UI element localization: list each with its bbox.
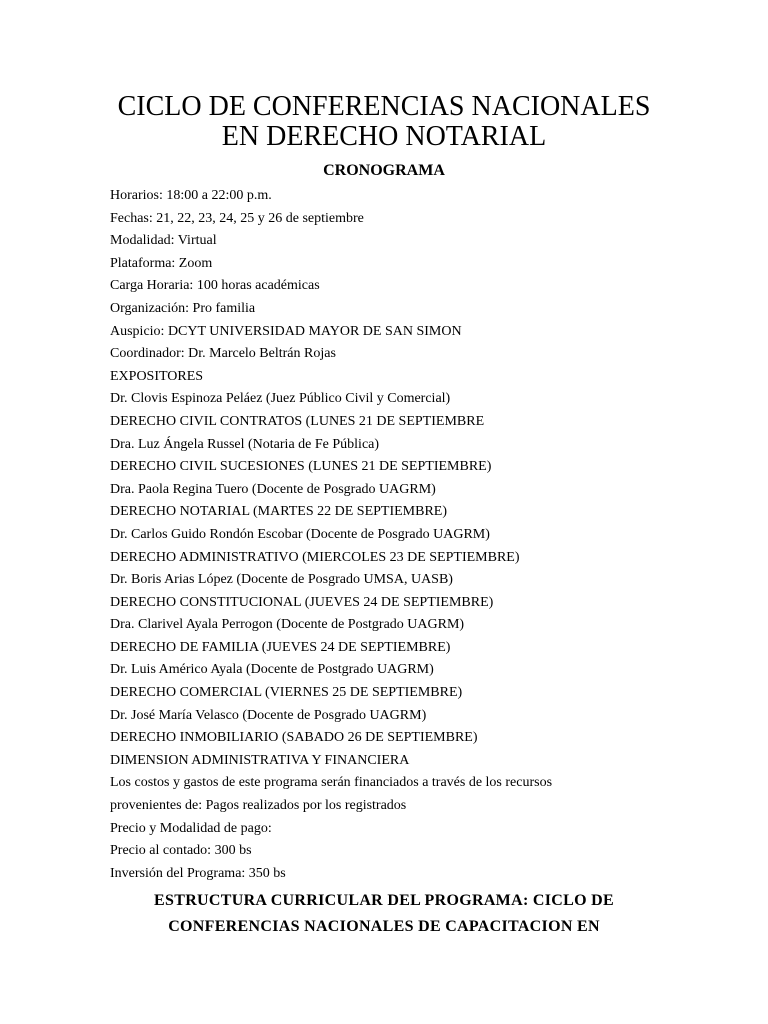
document-subtitle: CRONOGRAMA [323, 162, 445, 179]
body-line: DERECHO ADMINISTRATIVO (MIERCOLES 23 DE SEPTIEMBRE) [110, 549, 520, 565]
body-line: Dr. José María Velasco (Docente de Posgrado UAGRM) [110, 707, 427, 723]
body-line: DERECHO INMOBILIARIO (SABADO 26 DE SEPTIEMBRE) [110, 730, 478, 746]
body-line: Los costos y gastos de este programa serán financiados a través de los recursos [110, 775, 553, 791]
body-line: Modalidad: Virtual [110, 233, 217, 249]
body-line: Dr. Carlos Guido Rondón Escobar (Docente de Posgrado UAGRM) [110, 526, 490, 542]
body-line: DERECHO NOTARIAL (MARTES 22 DE SEPTIEMBRE) [110, 504, 448, 520]
body-line: Dr. Luis Américo Ayala (Docente de Postgrado UAGRM) [110, 662, 434, 678]
body-line: Carga Horaria: 100 horas académicas [110, 278, 320, 294]
body-line: Dra. Paola Regina Tuero (Docente de Posgrado UAGRM) [110, 481, 436, 497]
body-line: DERECHO COMERCIAL (VIERNES 25 DE SEPTIEMBRE) [110, 685, 463, 701]
body-line: Coordinador: Dr. Marcelo Beltrán Rojas [110, 346, 336, 362]
document-title-line-2: EN DERECHO NOTARIAL [221, 121, 547, 152]
body-line: Dra. Luz Ángela Russel (Notaria de Fe Pública) [110, 436, 380, 452]
body-line: DERECHO CONSTITUCIONAL (JUEVES 24 DE SEPTIEMBRE) [110, 594, 494, 610]
body-line: provenientes de: Pagos realizados por los registrados [110, 798, 407, 814]
body-line: Inversión del Programa: 350 bs [110, 865, 286, 881]
body-line: Precio y Modalidad de pago: [110, 820, 272, 836]
document-body [110, 185, 730, 885]
body-line: DERECHO CIVIL CONTRATOS (LUNES 21 DE SEPTIEMBRE [110, 413, 485, 429]
body-line: EXPOSITORES [110, 368, 204, 384]
body-line: Organización: Pro familia [110, 300, 256, 316]
body-line: Dra. Clarivel Ayala Perrogon (Docente de Postgrado UAGRM) [110, 617, 465, 633]
body-line: DERECHO DE FAMILIA (JUEVES 24 DE SEPTIEMBRE) [110, 639, 451, 655]
body-line: Dr. Clovis Espinoza Peláez (Juez Público Civil y Comercial) [110, 391, 451, 407]
section-heading-line-1: ESTRUCTURA CURRICULAR DEL PROGRAMA: CICLO DE [154, 892, 614, 909]
body-line: Horarios: 18:00 a 22:00 p.m. [110, 188, 272, 203]
body-line: DIMENSION ADMINISTRATIVA Y FINANCIERA [110, 752, 410, 768]
body-line: DERECHO CIVIL SUCESIONES (LUNES 21 DE SEPTIEMBRE) [110, 459, 492, 475]
body-line: Precio al contado: 300 bs [110, 843, 252, 859]
body-line: Dr. Boris Arias López (Docente de Posgrado UMSA, UASB) [110, 572, 453, 588]
document-title-line-1: CICLO DE CONFERENCIAS NACIONALES [117, 91, 651, 122]
body-line: Plataforma: Zoom [110, 255, 213, 271]
body-line: Fechas: 21, 22, 23, 24, 25 y 26 de septiembre [110, 210, 364, 226]
body-line: Auspicio: DCYT UNIVERSIDAD MAYOR DE SAN SIMON [110, 323, 462, 339]
section-heading-line-2: CONFERENCIAS NACIONALES DE CAPACITACION EN [168, 918, 600, 935]
